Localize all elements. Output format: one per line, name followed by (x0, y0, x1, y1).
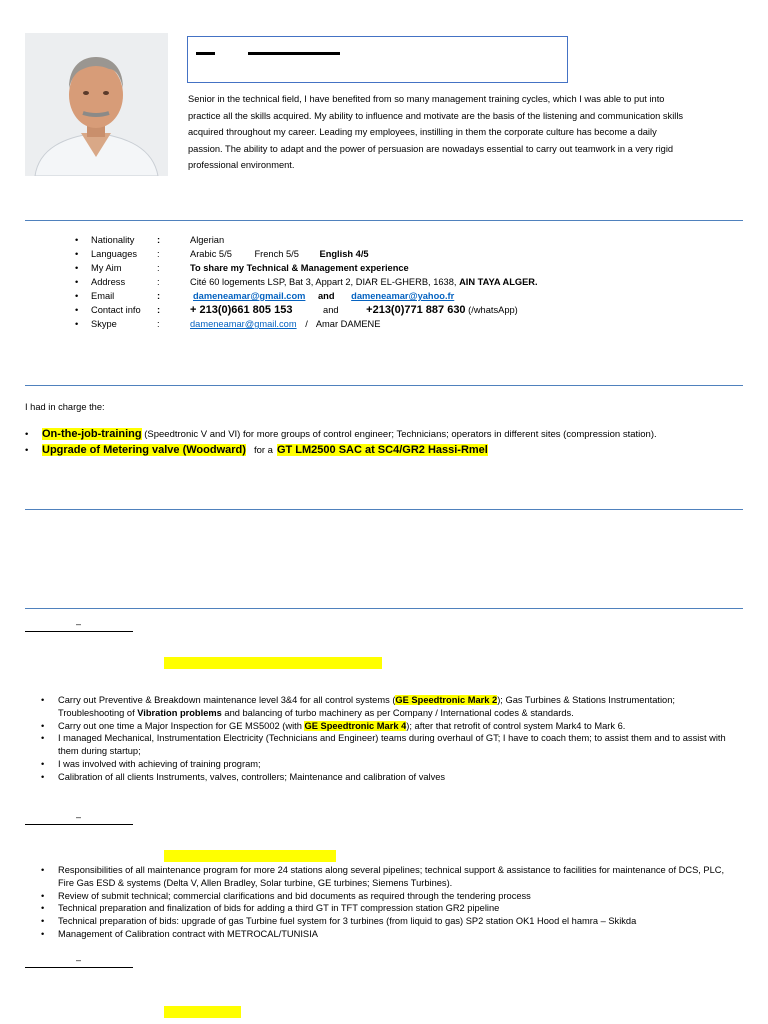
summary-text: Senior in the technical field, I have benefited from so many management training cycles, which I was able to put into practice all the skills acquired. My ability to influence and motivate are the basis of the listening and communication skills acquired throughout my career. Leading my employees, instilling in them the corporate culture has become a daily passion. The ability to adapt and the power of persuasion are nowadays essential to carry out teamwork in a very rigid professional environment. (188, 94, 684, 170)
charge-intro: I had in charge the: (25, 402, 105, 412)
bullet-icon: • (41, 928, 45, 939)
experience-list-2 (41, 864, 741, 941)
colon: : (157, 277, 160, 287)
list-item (41, 864, 741, 890)
name-underline-short (196, 52, 215, 55)
speedtronic-mark4-highlight: GE Speedtronic Mark 4 (304, 720, 407, 731)
section-divider (25, 385, 743, 386)
aim-value: To share my Technical & Management experience (190, 263, 409, 273)
list-item (41, 915, 741, 928)
upgrade-mid: for a (253, 445, 273, 456)
upgrade-highlight-target: GT LM2500 SAC at SC4/GR2 Hassi-Rmel (276, 444, 488, 456)
list-item (41, 771, 741, 784)
skype-name: Amar DAMENE (315, 319, 381, 329)
info-label: Email (91, 291, 115, 301)
item-text: Troubleshooting of (58, 707, 138, 718)
colon: : (157, 291, 161, 301)
list-item (41, 732, 741, 758)
list-item (41, 720, 741, 733)
item-text: I was involved with achieving of training program; (58, 758, 261, 769)
email-primary-link[interactable]: dameneamar@gmail.com (193, 291, 306, 301)
bullet-icon: • (25, 429, 29, 440)
bullet-icon: • (75, 249, 79, 259)
bullet-icon: • (41, 865, 45, 875)
date-underline (25, 824, 133, 825)
item-text: Carry out one time a Major Inspection for GE MS5002 (with (58, 720, 305, 731)
email-value (190, 289, 454, 303)
address-value (190, 275, 538, 289)
colon: : (157, 319, 160, 329)
email-and: and (318, 291, 335, 301)
item-text: Responsibilities of all maintenance program for more 24 stations along several pipelines; technical support & assistance to facilities for maintenance of DCS, PLC, Fire Gas ESD & systems (Delta V, Allen Bradley, Solar turbine, GE turbines; Siemens Turbines). (58, 865, 725, 888)
name-box (187, 36, 568, 83)
section-divider (25, 509, 743, 510)
date-underline (25, 967, 133, 968)
contact-and: and (323, 305, 339, 315)
phone-primary: + 213(0)661 805 153 (190, 304, 293, 316)
section-divider (25, 220, 743, 221)
list-item (41, 928, 741, 941)
bullet-icon: • (75, 263, 79, 273)
training-text: (Speedtronic V and VI) for more groups of control engineer; Technicians; operators in different sites (compression station). (141, 429, 657, 440)
colon: : (157, 305, 161, 315)
email-secondary-link[interactable]: dameneamar@yahoo.fr (351, 291, 455, 301)
dash-mark: – (76, 812, 82, 822)
highlight-bar (164, 657, 382, 669)
bullet-icon: • (41, 758, 45, 769)
date-underline (25, 631, 133, 632)
bullet-icon: • (75, 291, 79, 301)
phone-secondary: +213(0)771 887 630 (366, 304, 466, 316)
info-label: My Aim (91, 263, 122, 273)
bullet-icon: • (41, 720, 45, 731)
address-line: Cité 60 logements LSP, Bat 3, Appart 2, DIAR EL-GHERB, 1638, (190, 277, 457, 287)
upgrade-highlight: Upgrade of Metering valve (Woodward) (42, 444, 246, 456)
item-text: ); Gas Turbines & Stations Instrumentation; (497, 695, 675, 705)
bullet-icon: • (75, 305, 79, 315)
experience-list-1 (41, 694, 741, 784)
info-label: Address (91, 277, 126, 287)
portrait-image (25, 33, 168, 176)
charge-item-upgrade (25, 444, 488, 456)
info-label: Languages (91, 249, 138, 259)
section-divider (25, 608, 743, 609)
item-text: Technical preparation of bids: upgrade of gas Turbine fuel system for 3 turbines (from liquid to gas) SP2 station OK1 Hood el hamra – Skikda (58, 916, 637, 927)
list-item (41, 694, 741, 720)
bullet-icon: • (41, 733, 45, 744)
skype-separator: / (305, 319, 308, 329)
info-label: Nationality (91, 235, 135, 245)
bullet-icon: • (75, 319, 79, 329)
item-text: ); after that retrofit of control system Mark4 to Mark 6. (406, 720, 626, 731)
dash-mark: – (76, 619, 82, 629)
skype-link[interactable]: dameneamar@gmail.com (190, 319, 297, 329)
name-underline-long (248, 52, 340, 55)
info-label: Contact info (91, 305, 141, 315)
speedtronic-mark2-highlight: GE Speedtronic Mark 2 (395, 695, 498, 705)
item-text: and balancing of turbo machinery as per Company / International codes & standards. (221, 707, 574, 718)
item-text: Review of submit technical; commercial clarifications and bid documents as required through the tendering process (58, 890, 531, 901)
arabic-level: Arabic 5/5 (190, 249, 232, 259)
item-text: Management of Calibration contract with METROCAL/TUNISIA (58, 928, 318, 939)
bullet-icon: • (41, 890, 45, 901)
languages-value (190, 247, 369, 261)
vibration-bold: Vibration problems (137, 707, 222, 718)
contact-value (190, 303, 518, 317)
nationality-value: Algerian (190, 235, 225, 245)
colon: : (157, 235, 161, 245)
bullet-icon: • (41, 695, 45, 705)
item-text: Calibration of all clients Instruments, valves, controllers; Maintenance and calibration of valves (58, 771, 446, 782)
address-city: AIN TAYA ALGER. (459, 277, 538, 287)
charge-item-training (25, 428, 657, 440)
bullet-icon: • (25, 445, 29, 456)
bullet-icon: • (41, 903, 45, 914)
colon: : (157, 249, 160, 259)
bullet-icon: • (75, 235, 79, 245)
item-text: Technical preparation and finalization of bids for adding a third GT in TFT compression station GR2 pipeline (58, 903, 500, 914)
item-text: I managed Mechanical, Instrumentation Electricity (Technicians and Engineer) teams during overhaul of GT; I have to coach them; to assist them and to assist with them during startup; (58, 733, 726, 757)
item-text: Carry out Preventive & Breakdown maintenance level 3&4 for all control systems ( (58, 695, 396, 705)
list-item (41, 758, 741, 771)
bullet-icon: • (75, 277, 79, 287)
colon: : (157, 263, 160, 273)
highlight-bar (164, 1006, 241, 1018)
english-level: English 4/5 (319, 249, 369, 259)
skype-value (190, 317, 380, 331)
profile-photo (25, 33, 168, 176)
info-label: Skype (91, 319, 117, 329)
list-item (41, 902, 741, 915)
whatsapp-note: (/whatsApp) (468, 305, 518, 315)
french-level: French 5/5 (254, 249, 299, 259)
bullet-icon: • (41, 771, 45, 782)
bullet-icon: • (41, 916, 45, 927)
list-item (41, 890, 741, 903)
training-highlight: On-the-job-training (42, 428, 142, 440)
highlight-bar (164, 850, 336, 862)
dash-mark: – (76, 955, 82, 965)
